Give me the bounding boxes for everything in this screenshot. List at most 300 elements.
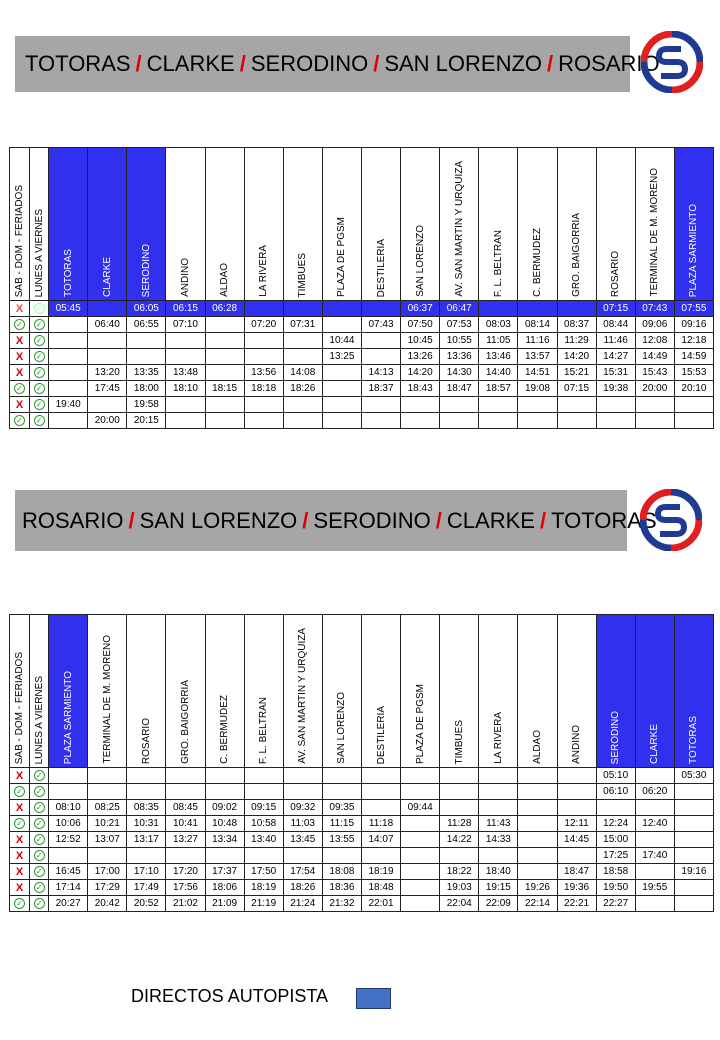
time-cell bbox=[674, 784, 713, 800]
time-cell: 11:03 bbox=[283, 816, 322, 832]
time-cell: 09:02 bbox=[205, 800, 244, 816]
time-cell bbox=[557, 397, 596, 413]
column-header-label: CLARKE bbox=[101, 256, 113, 297]
time-cell: 10:55 bbox=[440, 333, 479, 349]
time-cell bbox=[635, 864, 674, 880]
time-cell: 19:15 bbox=[479, 880, 518, 896]
column-header-label: ROSARIO bbox=[610, 250, 622, 297]
column-header-label: DESTILERIA bbox=[375, 705, 387, 764]
title-stop: CLARKE bbox=[146, 51, 235, 76]
time-cell bbox=[518, 413, 557, 429]
time-cell: 11:29 bbox=[557, 333, 596, 349]
time-cell bbox=[49, 365, 88, 381]
time-cell: 20:00 bbox=[88, 413, 127, 429]
time-cell bbox=[518, 832, 557, 848]
check-icon: ✓ bbox=[30, 784, 49, 800]
time-cell: 17:54 bbox=[283, 864, 322, 880]
time-cell bbox=[283, 349, 322, 365]
time-cell: 14:22 bbox=[440, 832, 479, 848]
check-icon: ✓ bbox=[30, 349, 49, 365]
time-cell bbox=[674, 413, 713, 429]
time-cell bbox=[361, 397, 400, 413]
column-header-label: CLARKE bbox=[649, 723, 661, 764]
time-cell bbox=[401, 896, 440, 912]
time-cell: 21:09 bbox=[205, 896, 244, 912]
time-cell: 13:36 bbox=[440, 349, 479, 365]
time-cell: 19:36 bbox=[557, 880, 596, 896]
time-cell bbox=[244, 349, 283, 365]
time-cell bbox=[322, 413, 361, 429]
column-header-label: SAB - DOM - FERIADOS bbox=[14, 651, 26, 764]
time-cell: 13:07 bbox=[88, 832, 127, 848]
title-stop: CLARKE bbox=[446, 507, 535, 533]
time-cell bbox=[283, 848, 322, 864]
title-stop: TOTORAS bbox=[551, 507, 657, 533]
title-stop: ROSARIO bbox=[558, 51, 660, 76]
title-stop: ROSARIO bbox=[22, 507, 124, 533]
time-cell: 19:50 bbox=[596, 880, 635, 896]
check-icon: ✓ bbox=[30, 301, 49, 317]
column-header-label: ROSARIO bbox=[140, 717, 152, 764]
time-cell bbox=[401, 816, 440, 832]
column-header bbox=[674, 148, 713, 301]
time-cell: 20:15 bbox=[127, 413, 166, 429]
time-cell bbox=[205, 784, 244, 800]
column-header-label: PLAZA SARMIENTO bbox=[62, 670, 74, 764]
time-cell bbox=[49, 413, 88, 429]
check-icon: ✓ bbox=[30, 768, 49, 784]
column-header bbox=[166, 615, 205, 768]
time-cell bbox=[166, 768, 205, 784]
column-header-label: TOTORAS bbox=[688, 716, 700, 764]
time-cell bbox=[205, 317, 244, 333]
time-cell bbox=[635, 896, 674, 912]
check-icon: ✓ bbox=[30, 864, 49, 880]
time-cell: 11:05 bbox=[479, 333, 518, 349]
column-header-label: LUNES A VIERNES bbox=[33, 675, 45, 764]
time-cell: 18:43 bbox=[401, 381, 440, 397]
time-cell: 18:10 bbox=[166, 381, 205, 397]
time-cell: 15:43 bbox=[635, 365, 674, 381]
not-running-icon: X bbox=[10, 365, 30, 381]
column-header bbox=[127, 148, 166, 301]
time-cell: 20:27 bbox=[49, 896, 88, 912]
column-header bbox=[674, 615, 713, 768]
column-header bbox=[10, 148, 30, 301]
column-header bbox=[205, 148, 244, 301]
time-cell: 08:14 bbox=[518, 317, 557, 333]
time-cell: 12:24 bbox=[596, 816, 635, 832]
time-cell: 18:19 bbox=[244, 880, 283, 896]
time-cell: 06:15 bbox=[166, 301, 205, 317]
check-icon: ✓ bbox=[30, 397, 49, 413]
not-running-icon: X bbox=[10, 864, 30, 880]
column-header bbox=[518, 615, 557, 768]
table-row bbox=[10, 816, 714, 832]
time-cell: 19:16 bbox=[674, 864, 713, 880]
column-header-label: LA RIVERA bbox=[258, 245, 270, 297]
time-cell bbox=[401, 768, 440, 784]
time-cell bbox=[635, 768, 674, 784]
time-cell bbox=[166, 413, 205, 429]
time-cell: 15:00 bbox=[596, 832, 635, 848]
column-header-label: TIMBUES bbox=[453, 719, 465, 764]
check-icon: ✓ bbox=[30, 381, 49, 397]
time-cell bbox=[361, 349, 400, 365]
time-cell bbox=[322, 317, 361, 333]
column-header-label: AV. SAN MARTIN Y URQUIZA bbox=[453, 161, 465, 297]
time-cell: 08:25 bbox=[88, 800, 127, 816]
time-cell: 13:25 bbox=[322, 349, 361, 365]
column-header bbox=[440, 148, 479, 301]
time-cell: 21:24 bbox=[283, 896, 322, 912]
time-cell: 18:19 bbox=[361, 864, 400, 880]
time-cell bbox=[166, 349, 205, 365]
time-cell bbox=[518, 768, 557, 784]
time-cell: 07:55 bbox=[674, 301, 713, 317]
time-cell: 14:20 bbox=[557, 349, 596, 365]
time-cell bbox=[440, 413, 479, 429]
time-cell: 18:36 bbox=[322, 880, 361, 896]
column-header bbox=[440, 615, 479, 768]
column-header bbox=[88, 148, 127, 301]
column-header bbox=[244, 615, 283, 768]
column-header bbox=[361, 615, 400, 768]
time-cell: 12:11 bbox=[557, 816, 596, 832]
time-cell: 11:43 bbox=[479, 816, 518, 832]
time-cell bbox=[322, 365, 361, 381]
time-cell: 15:53 bbox=[674, 365, 713, 381]
column-header bbox=[557, 615, 596, 768]
table-row bbox=[10, 397, 714, 413]
time-cell: 13:20 bbox=[88, 365, 127, 381]
table-row bbox=[10, 848, 714, 864]
time-cell: 10:58 bbox=[244, 816, 283, 832]
time-cell bbox=[49, 784, 88, 800]
time-cell: 18:37 bbox=[361, 381, 400, 397]
time-cell bbox=[322, 301, 361, 317]
time-cell: 06:40 bbox=[88, 317, 127, 333]
time-cell: 06:05 bbox=[127, 301, 166, 317]
time-cell: 15:21 bbox=[557, 365, 596, 381]
check-icon: ✓ bbox=[30, 896, 49, 912]
column-header bbox=[30, 148, 49, 301]
time-cell: 17:10 bbox=[127, 864, 166, 880]
time-cell bbox=[127, 848, 166, 864]
time-cell: 13:40 bbox=[244, 832, 283, 848]
time-cell bbox=[401, 397, 440, 413]
check-icon: ✓ bbox=[10, 317, 30, 333]
column-header bbox=[557, 148, 596, 301]
time-cell: 14:07 bbox=[361, 832, 400, 848]
time-cell: 17:14 bbox=[49, 880, 88, 896]
time-cell: 18:08 bbox=[322, 864, 361, 880]
time-cell: 20:10 bbox=[674, 381, 713, 397]
time-cell bbox=[674, 896, 713, 912]
not-running-icon: X bbox=[10, 880, 30, 896]
time-cell bbox=[557, 413, 596, 429]
time-cell: 12:18 bbox=[674, 333, 713, 349]
column-header bbox=[49, 615, 88, 768]
time-cell bbox=[557, 301, 596, 317]
column-header-label: SERODINO bbox=[140, 243, 152, 297]
time-cell: 18:22 bbox=[440, 864, 479, 880]
time-cell bbox=[401, 848, 440, 864]
time-cell: 20:52 bbox=[127, 896, 166, 912]
time-cell: 10:48 bbox=[205, 816, 244, 832]
time-cell bbox=[49, 381, 88, 397]
time-cell bbox=[361, 800, 400, 816]
time-cell: 11:15 bbox=[322, 816, 361, 832]
table-row bbox=[10, 896, 714, 912]
time-cell bbox=[674, 848, 713, 864]
column-header-label: SERODINO bbox=[610, 710, 622, 764]
not-running-icon: X bbox=[10, 349, 30, 365]
time-cell bbox=[244, 768, 283, 784]
time-cell: 07:50 bbox=[401, 317, 440, 333]
time-cell bbox=[518, 301, 557, 317]
time-cell bbox=[361, 333, 400, 349]
time-cell: 19:58 bbox=[127, 397, 166, 413]
time-cell: 21:32 bbox=[322, 896, 361, 912]
legend-label: DIRECTOS AUTOPISTA bbox=[131, 986, 329, 1006]
time-cell: 18:57 bbox=[479, 381, 518, 397]
time-cell: 17:00 bbox=[88, 864, 127, 880]
column-header bbox=[596, 148, 635, 301]
time-cell: 09:44 bbox=[401, 800, 440, 816]
column-header-label: PLAZA DE PGSM bbox=[336, 216, 348, 297]
column-header-label: PLAZA DE PGSM bbox=[414, 683, 426, 764]
time-cell bbox=[205, 349, 244, 365]
column-header-label: SAN LORENZO bbox=[414, 225, 426, 297]
column-header bbox=[283, 148, 322, 301]
not-running-icon: X bbox=[10, 301, 30, 317]
check-icon: ✓ bbox=[30, 816, 49, 832]
time-cell: 19:38 bbox=[596, 381, 635, 397]
title-stop: TOTORAS bbox=[25, 51, 131, 76]
time-cell: 18:47 bbox=[440, 381, 479, 397]
table-row bbox=[10, 381, 714, 397]
time-cell: 10:21 bbox=[88, 816, 127, 832]
time-cell bbox=[635, 832, 674, 848]
time-cell: 07:43 bbox=[635, 301, 674, 317]
time-cell bbox=[479, 848, 518, 864]
column-header-label: F. L. BELTRAN bbox=[258, 696, 270, 764]
time-cell: 10:31 bbox=[127, 816, 166, 832]
column-header-label: PLAZA SARMIENTO bbox=[688, 203, 700, 297]
column-header-label: TERMINAL DE M. MORENO bbox=[649, 168, 661, 297]
time-cell bbox=[166, 848, 205, 864]
time-cell: 17:49 bbox=[127, 880, 166, 896]
time-cell: 14:49 bbox=[635, 349, 674, 365]
time-cell bbox=[635, 800, 674, 816]
time-cell: 06:37 bbox=[401, 301, 440, 317]
column-header bbox=[518, 148, 557, 301]
table-row bbox=[10, 768, 714, 784]
time-cell: 10:44 bbox=[322, 333, 361, 349]
column-header bbox=[401, 615, 440, 768]
time-cell bbox=[479, 800, 518, 816]
time-cell bbox=[322, 381, 361, 397]
not-running-icon: X bbox=[10, 832, 30, 848]
time-cell bbox=[557, 784, 596, 800]
time-cell: 09:06 bbox=[635, 317, 674, 333]
column-header bbox=[401, 148, 440, 301]
time-cell bbox=[479, 413, 518, 429]
time-cell bbox=[244, 848, 283, 864]
time-cell bbox=[49, 848, 88, 864]
time-cell bbox=[635, 413, 674, 429]
time-cell: 17:50 bbox=[244, 864, 283, 880]
table-row bbox=[10, 413, 714, 429]
time-cell bbox=[322, 784, 361, 800]
time-cell bbox=[283, 784, 322, 800]
column-header bbox=[88, 615, 127, 768]
time-cell bbox=[88, 301, 127, 317]
column-header-label: SAB - DOM - FERIADOS bbox=[14, 184, 26, 297]
time-cell: 09:35 bbox=[322, 800, 361, 816]
time-cell bbox=[361, 301, 400, 317]
column-header bbox=[244, 148, 283, 301]
schedule-table-return bbox=[9, 614, 714, 912]
time-cell bbox=[127, 333, 166, 349]
time-cell bbox=[283, 333, 322, 349]
column-header bbox=[49, 148, 88, 301]
time-cell bbox=[440, 768, 479, 784]
title-bar-return: ROSARIO / SAN LORENZO / SERODINO / CLARKE / TOTORAS bbox=[15, 490, 627, 551]
time-cell: 06:55 bbox=[127, 317, 166, 333]
time-cell bbox=[440, 800, 479, 816]
time-cell bbox=[244, 784, 283, 800]
time-cell bbox=[518, 784, 557, 800]
time-cell bbox=[244, 333, 283, 349]
time-cell bbox=[283, 301, 322, 317]
time-cell: 14:13 bbox=[361, 365, 400, 381]
time-cell: 20:42 bbox=[88, 896, 127, 912]
check-icon: ✓ bbox=[30, 365, 49, 381]
time-cell: 08:03 bbox=[479, 317, 518, 333]
time-cell: 19:40 bbox=[49, 397, 88, 413]
time-cell: 21:19 bbox=[244, 896, 283, 912]
legend-swatch bbox=[356, 988, 391, 1009]
time-cell bbox=[596, 800, 635, 816]
column-header-label: TOTORAS bbox=[62, 249, 74, 297]
time-cell bbox=[596, 413, 635, 429]
time-cell: 13:48 bbox=[166, 365, 205, 381]
time-cell: 09:15 bbox=[244, 800, 283, 816]
time-cell bbox=[205, 848, 244, 864]
time-cell: 19:26 bbox=[518, 880, 557, 896]
time-cell bbox=[205, 397, 244, 413]
time-cell: 16:45 bbox=[49, 864, 88, 880]
column-header bbox=[635, 615, 674, 768]
time-cell: 13:34 bbox=[205, 832, 244, 848]
time-cell bbox=[361, 848, 400, 864]
time-cell: 05:30 bbox=[674, 768, 713, 784]
title-stop: SERODINO bbox=[313, 507, 431, 533]
time-cell bbox=[88, 768, 127, 784]
schedule-table-outbound bbox=[9, 147, 714, 429]
time-cell bbox=[674, 832, 713, 848]
time-cell bbox=[361, 768, 400, 784]
time-cell bbox=[401, 784, 440, 800]
time-cell bbox=[440, 848, 479, 864]
time-cell: 05:10 bbox=[596, 768, 635, 784]
check-icon: ✓ bbox=[30, 848, 49, 864]
table-row bbox=[10, 317, 714, 333]
title-bar-outbound: TOTORAS / CLARKE / SERODINO / SAN LORENZO / ROSARIO bbox=[15, 36, 630, 92]
time-cell bbox=[205, 413, 244, 429]
table-row bbox=[10, 800, 714, 816]
time-cell: 08:45 bbox=[166, 800, 205, 816]
column-header bbox=[322, 615, 361, 768]
time-cell bbox=[440, 784, 479, 800]
time-cell bbox=[557, 768, 596, 784]
table-row bbox=[10, 301, 714, 317]
time-cell: 13:17 bbox=[127, 832, 166, 848]
column-header-label: ALDAO bbox=[219, 263, 231, 297]
time-cell bbox=[166, 784, 205, 800]
check-icon: ✓ bbox=[10, 816, 30, 832]
time-cell: 18:40 bbox=[479, 864, 518, 880]
time-cell: 17:40 bbox=[635, 848, 674, 864]
time-cell: 18:47 bbox=[557, 864, 596, 880]
table-row bbox=[10, 365, 714, 381]
time-cell: 18:26 bbox=[283, 381, 322, 397]
column-header-label: DESTILERIA bbox=[375, 238, 387, 297]
time-cell: 06:20 bbox=[635, 784, 674, 800]
time-cell: 18:18 bbox=[244, 381, 283, 397]
time-cell bbox=[518, 816, 557, 832]
time-cell: 18:06 bbox=[205, 880, 244, 896]
time-cell bbox=[401, 832, 440, 848]
column-header bbox=[479, 148, 518, 301]
time-cell: 07:20 bbox=[244, 317, 283, 333]
time-cell: 13:26 bbox=[401, 349, 440, 365]
time-cell bbox=[88, 349, 127, 365]
time-cell bbox=[518, 864, 557, 880]
time-cell: 17:29 bbox=[88, 880, 127, 896]
time-cell: 11:18 bbox=[361, 816, 400, 832]
time-cell bbox=[440, 397, 479, 413]
time-cell: 10:41 bbox=[166, 816, 205, 832]
time-cell bbox=[401, 413, 440, 429]
time-cell: 13:55 bbox=[322, 832, 361, 848]
time-cell bbox=[401, 864, 440, 880]
table-row bbox=[10, 784, 714, 800]
time-cell bbox=[518, 848, 557, 864]
time-cell: 07:31 bbox=[283, 317, 322, 333]
column-header-label: LUNES A VIERNES bbox=[33, 208, 45, 297]
time-cell bbox=[283, 768, 322, 784]
time-cell: 17:37 bbox=[205, 864, 244, 880]
time-cell bbox=[479, 768, 518, 784]
time-cell: 09:16 bbox=[674, 317, 713, 333]
time-cell bbox=[401, 880, 440, 896]
time-cell: 07:15 bbox=[557, 381, 596, 397]
time-cell bbox=[479, 301, 518, 317]
column-header bbox=[205, 615, 244, 768]
time-cell bbox=[479, 397, 518, 413]
time-cell: 12:08 bbox=[635, 333, 674, 349]
time-cell bbox=[88, 397, 127, 413]
title-stop: SAN LORENZO bbox=[139, 507, 298, 533]
column-header bbox=[10, 615, 30, 768]
time-cell: 22:21 bbox=[557, 896, 596, 912]
check-icon: ✓ bbox=[30, 317, 49, 333]
time-cell: 05:45 bbox=[49, 301, 88, 317]
time-cell: 13:46 bbox=[479, 349, 518, 365]
